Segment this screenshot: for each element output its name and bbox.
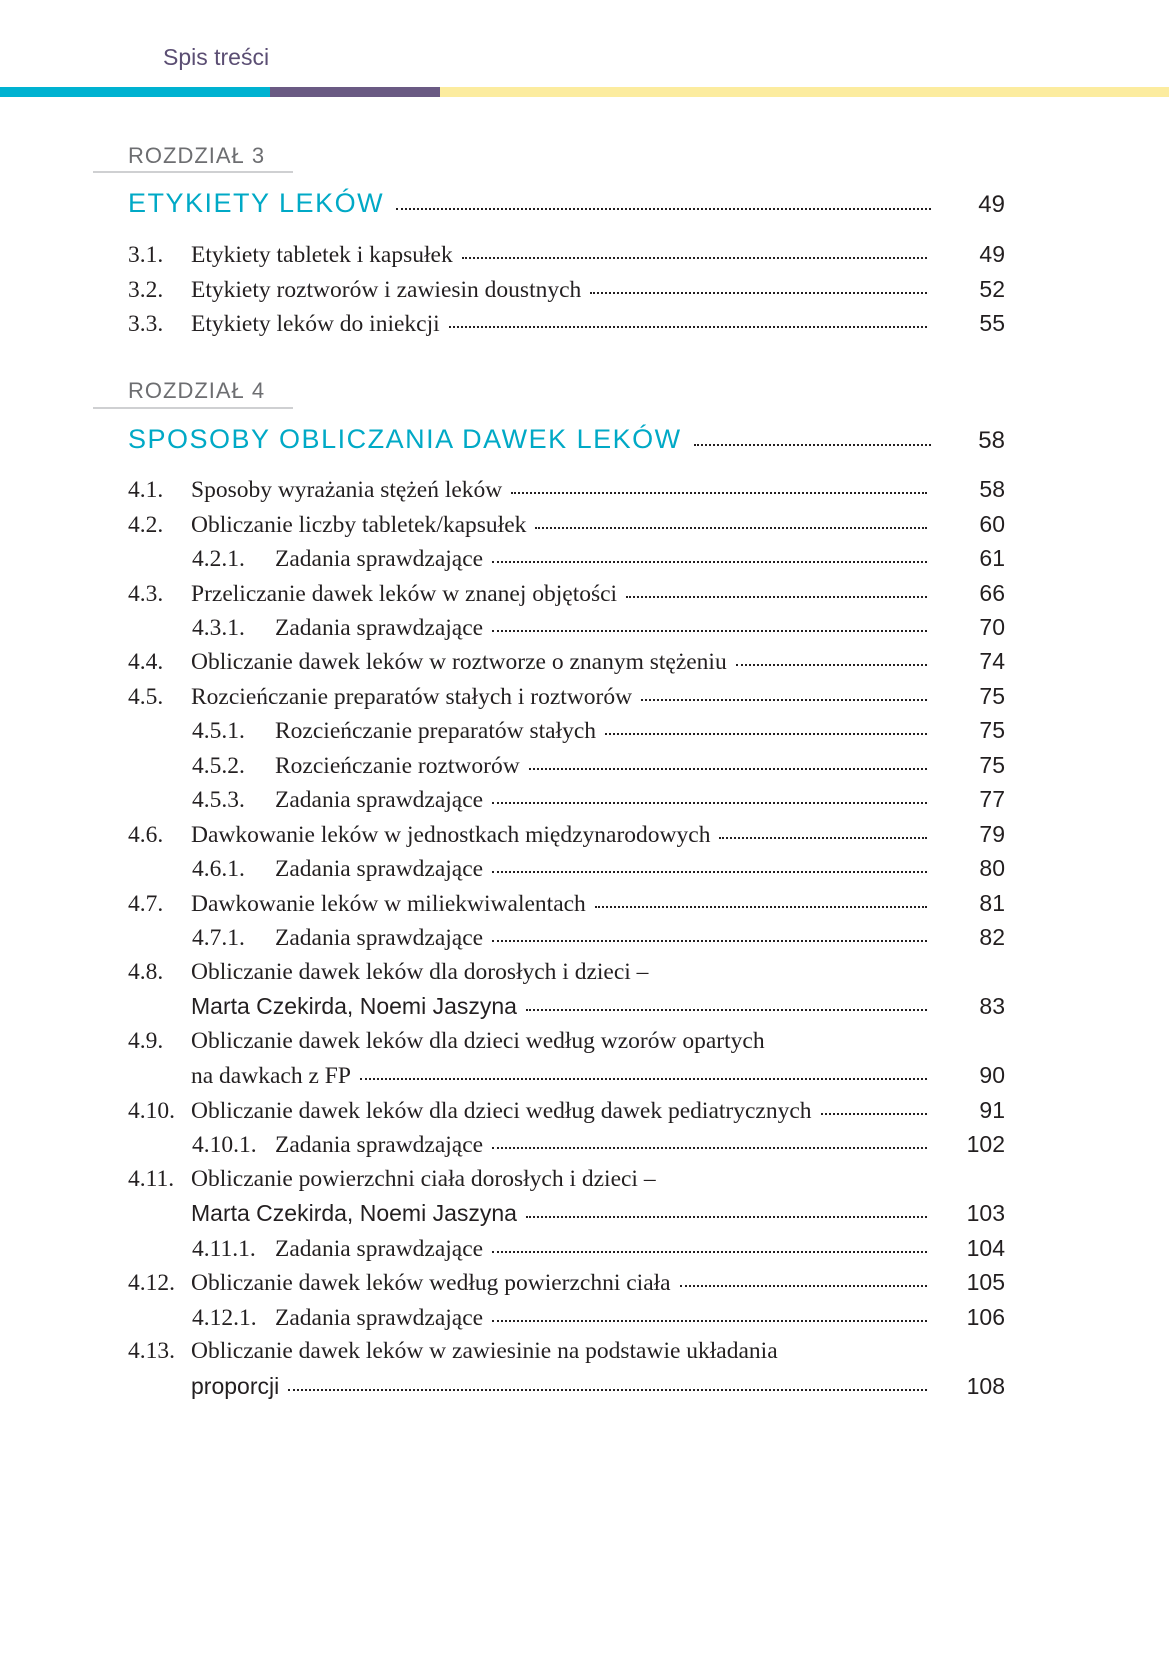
entry-number: 4.2. bbox=[128, 512, 164, 538]
entry-number: 4.3. bbox=[128, 581, 164, 607]
toc-subentry[interactable] bbox=[128, 1235, 1005, 1269]
entry-number: 4.7.1. bbox=[192, 925, 245, 951]
toc-subentry[interactable] bbox=[128, 752, 1005, 786]
dot-leader bbox=[526, 1215, 927, 1218]
toc-subentry[interactable] bbox=[128, 614, 1005, 648]
toc-entry[interactable] bbox=[128, 821, 1005, 855]
header-color-bar-cyan bbox=[0, 87, 270, 97]
chapter-title: SPOSOBY OBLICZANIA DAWEK LEKÓW bbox=[128, 424, 682, 454]
entry-title: Rozcieńczanie preparatów stałych bbox=[275, 718, 597, 744]
entry-page-number: 58 bbox=[979, 476, 1005, 502]
chapter-title-row[interactable] bbox=[128, 188, 1005, 224]
entry-page-number: 90 bbox=[979, 1062, 1005, 1088]
entry-number: 4.13. bbox=[128, 1338, 175, 1364]
entry-page-number: 105 bbox=[966, 1269, 1005, 1295]
running-head: Spis treści bbox=[163, 44, 270, 70]
entry-number: 4.12. bbox=[128, 1270, 175, 1296]
dot-leader bbox=[492, 560, 927, 563]
entry-number: 4.2.1. bbox=[192, 546, 245, 572]
entry-title: Etykiety tabletek i kapsułek bbox=[191, 242, 453, 268]
dot-leader bbox=[535, 526, 927, 529]
dot-leader bbox=[396, 207, 931, 210]
entry-title: Etykiety leków do iniekcji bbox=[191, 311, 440, 337]
entry-page-number: 74 bbox=[979, 648, 1005, 674]
entry-title: Zadania sprawdzające bbox=[275, 1305, 484, 1331]
dot-leader bbox=[360, 1077, 927, 1080]
entry-title: Obliczanie dawek leków w zawiesinie na podstawie układania bbox=[191, 1338, 778, 1364]
entry-title: Obliczanie dawek leków dla dzieci według wzorów opartych bbox=[191, 1028, 765, 1054]
dot-leader bbox=[492, 939, 927, 942]
dot-leader bbox=[694, 443, 931, 446]
dot-leader bbox=[492, 629, 927, 632]
entry-number: 4.6. bbox=[128, 822, 164, 848]
entry-number: 4.4. bbox=[128, 649, 164, 675]
entry-number: 4.11. bbox=[128, 1166, 175, 1192]
dot-leader bbox=[511, 491, 927, 494]
entry-number: 4.5.1. bbox=[192, 718, 245, 744]
toc-entry-continuation[interactable] bbox=[128, 993, 1005, 1027]
entry-title-continuation: na dawkach z FP bbox=[191, 1063, 351, 1089]
dot-leader bbox=[529, 767, 927, 770]
chapter-label: ROZDZIAŁ 4 bbox=[128, 378, 266, 403]
dot-leader bbox=[492, 1146, 927, 1149]
toc-entry-continuation[interactable] bbox=[128, 1200, 1005, 1234]
entry-number: 4.11.1. bbox=[192, 1236, 256, 1262]
dot-leader bbox=[462, 256, 927, 259]
dot-leader bbox=[492, 1250, 927, 1253]
entry-number: 4.9. bbox=[128, 1028, 164, 1054]
dot-leader bbox=[595, 905, 927, 908]
toc-subentry[interactable] bbox=[128, 1131, 1005, 1165]
toc-entry[interactable] bbox=[128, 1269, 1005, 1303]
chapter-page-number: 49 bbox=[978, 191, 1005, 218]
entry-title: Zadania sprawdzające bbox=[275, 856, 484, 882]
entry-page-number: 66 bbox=[979, 580, 1005, 606]
toc-entry-continuation[interactable] bbox=[128, 1373, 1005, 1407]
dot-leader bbox=[821, 1112, 927, 1115]
entry-title: Obliczanie dawek leków w roztworze o znanym stężeniu bbox=[191, 649, 727, 675]
chapter-page-number: 58 bbox=[978, 427, 1005, 454]
entry-page-number: 61 bbox=[979, 545, 1005, 571]
entry-title: Sposoby wyrażania stężeń leków bbox=[191, 477, 503, 503]
chapter-rule bbox=[93, 171, 293, 173]
entry-title: Obliczanie dawek leków dla dorosłych i dzieci – bbox=[191, 959, 649, 985]
entry-number: 4.1. bbox=[128, 477, 164, 503]
entry-number: 4.7. bbox=[128, 891, 164, 917]
entry-title: Zadania sprawdzające bbox=[275, 615, 484, 641]
entry-title: Obliczanie dawek leków według powierzchni ciała bbox=[191, 1270, 671, 1296]
chapter-title: ETYKIETY LEKÓW bbox=[128, 188, 385, 218]
entry-title: Zadania sprawdzające bbox=[275, 1236, 484, 1262]
entry-title-continuation: proporcji bbox=[191, 1373, 280, 1399]
toc-subentry[interactable] bbox=[128, 924, 1005, 958]
entry-page-number: 91 bbox=[979, 1097, 1005, 1123]
entry-title: Zadania sprawdzające bbox=[275, 546, 484, 572]
entry-number: 4.8. bbox=[128, 959, 164, 985]
entry-number: 4.3.1. bbox=[192, 615, 245, 641]
entry-title: Obliczanie dawek leków dla dzieci według dawek pediatrycznych bbox=[191, 1098, 812, 1124]
entry-page-number: 52 bbox=[979, 276, 1005, 302]
toc-entry[interactable] bbox=[128, 310, 1005, 344]
dot-leader bbox=[526, 1008, 927, 1011]
toc-entry[interactable] bbox=[128, 511, 1005, 545]
dot-leader bbox=[680, 1284, 927, 1287]
toc-entry[interactable] bbox=[128, 959, 1005, 993]
chapter-label: ROZDZIAŁ 3 bbox=[128, 143, 266, 168]
dot-leader bbox=[492, 870, 927, 873]
toc-entry[interactable] bbox=[128, 476, 1005, 510]
entry-title: Zadania sprawdzające bbox=[275, 1132, 484, 1158]
entry-page-number: 75 bbox=[979, 752, 1005, 778]
entry-title: Przeliczanie dawek leków w znanej objętości bbox=[191, 581, 618, 607]
toc-entry[interactable] bbox=[128, 1166, 1005, 1200]
toc-subentry[interactable] bbox=[128, 545, 1005, 579]
dot-leader bbox=[719, 836, 927, 839]
toc-entry[interactable] bbox=[128, 1338, 1005, 1372]
entry-page-number: 77 bbox=[979, 786, 1005, 812]
toc-entry-continuation[interactable] bbox=[128, 1062, 1005, 1096]
entry-title: Zadania sprawdzające bbox=[275, 787, 484, 813]
entry-page-number: 75 bbox=[979, 717, 1005, 743]
entry-title: Dawkowanie leków w miliekwiwalentach bbox=[191, 891, 586, 917]
entry-title: Dawkowanie leków w jednostkach międzynarodowych bbox=[191, 822, 711, 848]
entry-number: 3.2. bbox=[128, 277, 164, 303]
entry-page-number: 104 bbox=[966, 1235, 1005, 1261]
toc-entry[interactable] bbox=[128, 890, 1005, 924]
entry-page-number: 102 bbox=[966, 1131, 1005, 1157]
toc-subentry[interactable] bbox=[128, 786, 1005, 820]
dot-leader bbox=[626, 595, 927, 598]
dot-leader bbox=[590, 291, 927, 294]
toc-subentry[interactable] bbox=[128, 1304, 1005, 1338]
entry-number: 4.5.3. bbox=[192, 787, 245, 813]
entry-authors: Marta Czekirda, Noemi Jaszyna bbox=[191, 993, 517, 1019]
entry-title: Etykiety roztworów i zawiesin doustnych bbox=[191, 277, 582, 303]
toc-entry[interactable] bbox=[128, 241, 1005, 275]
entry-page-number: 75 bbox=[979, 683, 1005, 709]
entry-page-number: 70 bbox=[979, 614, 1005, 640]
header-color-bar-purple bbox=[270, 87, 440, 97]
dot-leader bbox=[449, 325, 927, 328]
dot-leader bbox=[492, 1319, 927, 1322]
entry-page-number: 81 bbox=[979, 890, 1005, 916]
toc-subentry[interactable] bbox=[128, 855, 1005, 889]
entry-page-number: 60 bbox=[979, 511, 1005, 537]
chapter-title-row[interactable] bbox=[128, 424, 1005, 460]
toc-subentry[interactable] bbox=[128, 717, 1005, 751]
toc-entry[interactable] bbox=[128, 683, 1005, 717]
toc-entry[interactable] bbox=[128, 1028, 1005, 1062]
entry-number: 3.1. bbox=[128, 242, 164, 268]
entry-title: Rozcieńczanie roztworów bbox=[275, 753, 520, 779]
entry-number: 4.5.2. bbox=[192, 753, 245, 779]
entry-number: 4.6.1. bbox=[192, 856, 245, 882]
entry-page-number: 103 bbox=[966, 1200, 1005, 1226]
entry-page-number: 79 bbox=[979, 821, 1005, 847]
entry-number: 4.10.1. bbox=[192, 1132, 257, 1158]
entry-number: 3.3. bbox=[128, 311, 164, 337]
dot-leader bbox=[641, 698, 927, 701]
entry-authors: Marta Czekirda, Noemi Jaszyna bbox=[191, 1200, 517, 1226]
entry-page-number: 80 bbox=[979, 855, 1005, 881]
entry-number: 4.12.1. bbox=[192, 1305, 257, 1331]
entry-page-number: 82 bbox=[979, 924, 1005, 950]
entry-page-number: 49 bbox=[979, 241, 1005, 267]
entry-page-number: 108 bbox=[966, 1373, 1005, 1399]
entry-title: Zadania sprawdzające bbox=[275, 925, 484, 951]
toc-entry[interactable] bbox=[128, 580, 1005, 614]
entry-title: Obliczanie powierzchni ciała dorosłych i dzieci – bbox=[191, 1166, 656, 1192]
toc-entry[interactable] bbox=[128, 1097, 1005, 1131]
entry-number: 4.10. bbox=[128, 1098, 175, 1124]
dot-leader bbox=[492, 801, 927, 804]
header-color-bar-yellow bbox=[440, 87, 1169, 97]
entry-number: 4.5. bbox=[128, 684, 164, 710]
entry-page-number: 106 bbox=[966, 1304, 1005, 1330]
chapter-rule bbox=[93, 407, 293, 409]
entry-page-number: 55 bbox=[979, 310, 1005, 336]
dot-leader bbox=[288, 1388, 927, 1391]
toc-entry[interactable] bbox=[128, 648, 1005, 682]
toc-entry[interactable] bbox=[128, 276, 1005, 310]
entry-title: Obliczanie liczby tabletek/kapsułek bbox=[191, 512, 527, 538]
dot-leader bbox=[605, 732, 927, 735]
dot-leader bbox=[736, 663, 927, 666]
entry-title: Rozcieńczanie preparatów stałych i roztworów bbox=[191, 684, 633, 710]
entry-page-number: 83 bbox=[979, 993, 1005, 1019]
